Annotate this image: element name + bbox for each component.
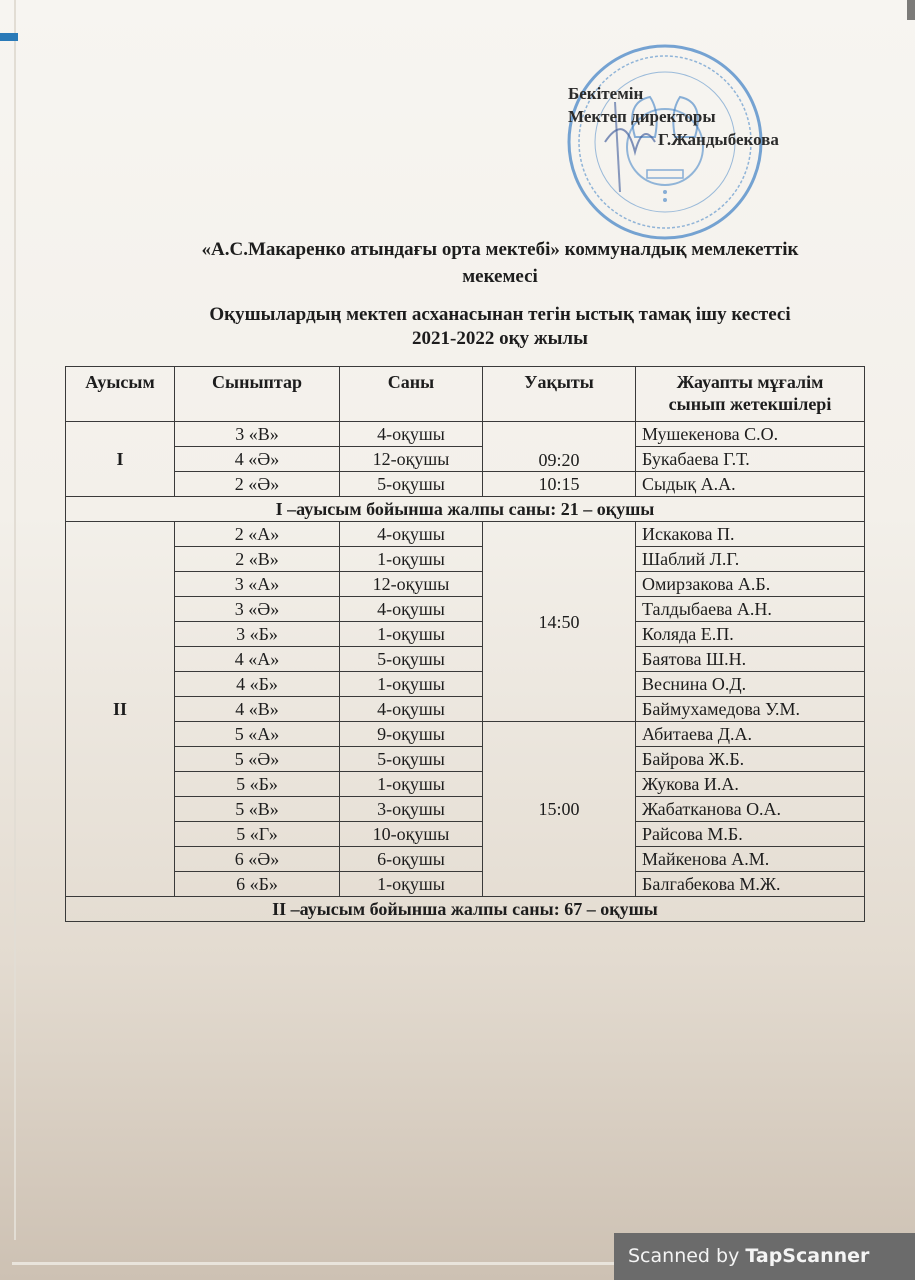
teacher-cell: Букабаева Г.Т. <box>636 447 865 472</box>
class-cell: 2 «В» <box>175 547 340 572</box>
title-line-1: Оқушылардың мектеп асханасынан тегін ыстық тамақ ішу кестесі <box>209 304 791 325</box>
class-cell: 3 «А» <box>175 572 340 597</box>
class-cell: 4 «Б» <box>175 672 340 697</box>
table-row <box>66 722 865 747</box>
teacher-cell: Омирзакова А.Б. <box>636 572 865 597</box>
class-cell: 5 «Г» <box>175 822 340 847</box>
teacher-cell: Искакова П. <box>636 522 865 547</box>
document-title <box>120 303 880 351</box>
org-name-line-1: «А.С.Макаренко атындағы орта мектебі» коммуналдық мемлекеттік <box>201 239 799 260</box>
class-cell: 5 «А» <box>175 722 340 747</box>
scanner-watermark <box>614 1233 915 1280</box>
count-cell: 4-оқушы <box>340 522 483 547</box>
table-header-row <box>66 367 865 422</box>
document-header <box>120 236 880 351</box>
time-cell: 14:50 <box>483 522 636 722</box>
class-cell: 5 «В» <box>175 797 340 822</box>
class-cell: 2 «Ә» <box>175 472 340 497</box>
count-cell: 4-оқушы <box>340 697 483 722</box>
count-cell: 5-оқушы <box>340 747 483 772</box>
count-cell: 12-оқушы <box>340 447 483 472</box>
shift-summary-row <box>66 497 865 522</box>
table-row <box>66 422 865 447</box>
table-row <box>66 747 865 772</box>
table-row <box>66 472 865 497</box>
class-cell: 3 «В» <box>175 422 340 447</box>
table-row <box>66 872 865 897</box>
class-cell: 3 «Б» <box>175 622 340 647</box>
count-cell: 1-оқушы <box>340 872 483 897</box>
corner-shadow <box>907 0 915 20</box>
count-cell: 3-оқушы <box>340 797 483 822</box>
table-row <box>66 697 865 722</box>
header-classes: Сыныптар <box>175 367 340 422</box>
teacher-cell: Коляда Е.П. <box>636 622 865 647</box>
class-cell: 5 «Б» <box>175 772 340 797</box>
class-cell: 4 «В» <box>175 697 340 722</box>
shift1-summary: I –ауысым бойынша жалпы саны: 21 – оқушы <box>66 497 865 522</box>
class-cell: 4 «А» <box>175 647 340 672</box>
count-cell: 1-оқушы <box>340 772 483 797</box>
count-cell: 10-оқушы <box>340 822 483 847</box>
teacher-cell: Байрова Ж.Б. <box>636 747 865 772</box>
header-count: Саны <box>340 367 483 422</box>
count-cell: 6-оқушы <box>340 847 483 872</box>
shift-label: I <box>66 422 175 497</box>
title-line-2: 2021-2022 оқу жылы <box>412 328 588 349</box>
count-cell: 4-оқушы <box>340 597 483 622</box>
table-row <box>66 797 865 822</box>
teacher-cell: Талдыбаева А.Н. <box>636 597 865 622</box>
watermark-brand: TapScanner <box>745 1245 870 1267</box>
approval-line-signatory: Г.Жандыбекова <box>658 130 779 149</box>
teacher-cell: Жабатканова О.А. <box>636 797 865 822</box>
count-cell: 1-оқушы <box>340 672 483 697</box>
approval-line-approve: Бекітемін <box>568 84 644 103</box>
shift-label: II <box>66 522 175 897</box>
approval-block <box>568 82 779 151</box>
header-teacher-line-2: сынып жетекшілері <box>668 394 832 414</box>
count-cell: 1-оқушы <box>340 622 483 647</box>
teacher-cell: Мушекенова С.О. <box>636 422 865 447</box>
table-row <box>66 647 865 672</box>
approval-line-position: Мектеп директоры <box>568 107 716 126</box>
table-row <box>66 622 865 647</box>
class-cell: 5 «Ә» <box>175 747 340 772</box>
teacher-cell: Абитаева Д.А. <box>636 722 865 747</box>
count-cell: 1-оқушы <box>340 547 483 572</box>
table-row <box>66 547 865 572</box>
time-cell: 10:15 <box>483 472 636 497</box>
table-row <box>66 522 865 547</box>
class-cell: 4 «Ә» <box>175 447 340 472</box>
table-row <box>66 847 865 872</box>
header-time: Уақыты <box>483 367 636 422</box>
shift2-summary: II –ауысым бойынша жалпы саны: 67 – оқушы <box>66 897 865 922</box>
blue-tab-decoration <box>0 33 18 41</box>
header-teacher <box>636 367 865 422</box>
count-cell: 12-оқушы <box>340 572 483 597</box>
count-cell: 4-оқушы <box>340 422 483 447</box>
class-cell: 2 «А» <box>175 522 340 547</box>
table-row <box>66 772 865 797</box>
teacher-cell: Жукова И.А. <box>636 772 865 797</box>
table-row <box>66 597 865 622</box>
header-teacher-line-1: Жауапты мұғалім <box>676 372 824 392</box>
time-cell: 09:20 <box>483 422 636 472</box>
teacher-cell: Майкенова А.М. <box>636 847 865 872</box>
teacher-cell: Райсова М.Б. <box>636 822 865 847</box>
watermark-prefix: Scanned by <box>628 1245 746 1267</box>
count-cell: 9-оқушы <box>340 722 483 747</box>
table-row <box>66 672 865 697</box>
meal-schedule-table <box>65 366 865 922</box>
page-edge <box>14 0 16 1240</box>
shift-summary-row <box>66 897 865 922</box>
teacher-cell: Сыдық А.А. <box>636 472 865 497</box>
table-row <box>66 447 865 472</box>
time-cell: 15:00 <box>483 722 636 897</box>
class-cell: 6 «Б» <box>175 872 340 897</box>
class-cell: 3 «Ә» <box>175 597 340 622</box>
org-name-line-2: мекемесі <box>462 266 538 287</box>
count-cell: 5-оқушы <box>340 472 483 497</box>
teacher-cell: Баятова Ш.Н. <box>636 647 865 672</box>
table-row <box>66 572 865 597</box>
teacher-cell: Шаблий Л.Г. <box>636 547 865 572</box>
class-cell: 6 «Ә» <box>175 847 340 872</box>
header-shift: Ауысым <box>66 367 175 422</box>
teacher-cell: Балгабекова М.Ж. <box>636 872 865 897</box>
table-row <box>66 822 865 847</box>
count-cell: 5-оқушы <box>340 647 483 672</box>
teacher-cell: Веснина О.Д. <box>636 672 865 697</box>
teacher-cell: Баймухамедова У.М. <box>636 697 865 722</box>
